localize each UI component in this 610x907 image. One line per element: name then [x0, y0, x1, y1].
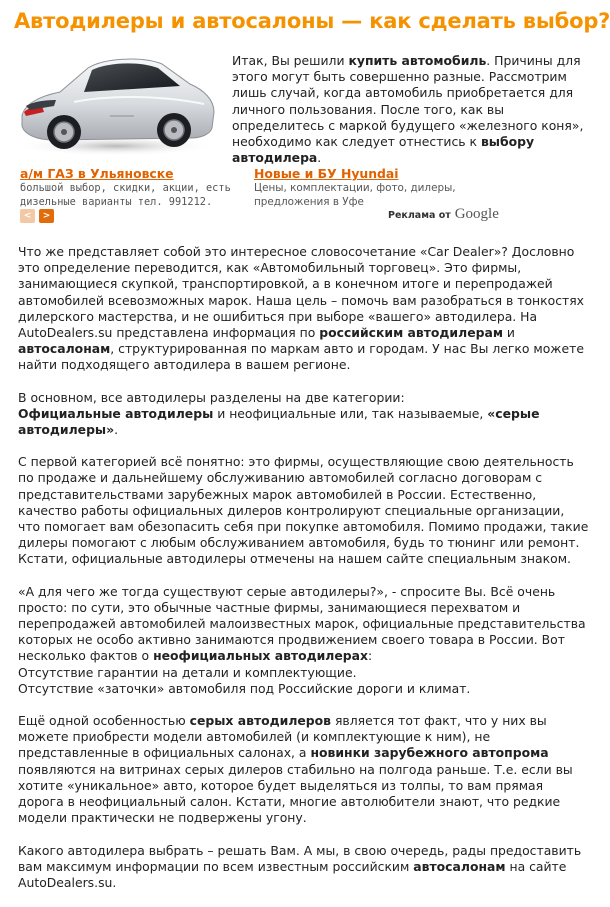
- text-run: С первой категорией всё понятно: это фирмы, осуществляющие свою деятельность по продаже и дальнейшему обслуживанию автомобилей согласно договорам с представительствами зарубежных марок автомобилей в России. Естественно, качество работы официальных дилеров контролируют специальные организации, что помогает вам обезопасить себя при покупке автомобиля. Помимо продажи, такие дилеры помогают с любым обслуживанием автомобиля, будь то тюнинг или ремонт. Кстати, официальные автодилеры отмечены на нашем сайте специальным знаком.: [18, 454, 589, 567]
- text-run: и неофициальные или, так называемые,: [213, 405, 488, 421]
- text-run: .: [114, 422, 119, 438]
- bold-text: «серые автодилеры»: [18, 405, 540, 438]
- prev-arrow-icon[interactable]: <: [20, 209, 35, 223]
- bold-text: неофициальных автодилерах: [153, 648, 369, 664]
- ads-by-label: Реклама от: [388, 210, 451, 221]
- text-run: и: [502, 325, 515, 341]
- paragraph-conclusion: [18, 843, 590, 892]
- text-run: В основном, все автодилеры разделены на две категории:: [18, 389, 405, 405]
- google-logo: Google: [454, 206, 499, 222]
- bold-text: серых автодилеров: [189, 713, 332, 729]
- text-run: :: [368, 648, 373, 664]
- text-run: Отсутствие «заточки» автомобиля под Российские дороги и климат.: [18, 680, 471, 696]
- car-image: [14, 46, 218, 158]
- text-run: . Причины для этого могут быть совершенно разные. Рассмотрим лишь случай, когда автомобиль приобретается для личного пользования. После того, как вы определитесь с маркой будущего «железного коня», необходимо как следует отнестись к: [232, 53, 584, 150]
- paragraph-intro-dealers: [18, 244, 590, 374]
- ads-by-google[interactable]: [388, 206, 498, 226]
- text-run: появляются на витринах серых дилеров стабильно на полгода раньше. Т.е. если вы хотите «уникальное» авто, которое будет выделяться из толпы, то вам прямая дорога в неофициальный салон. Кстати, многие автолюбители знают, что редкие модели практически не подвержены угону.: [18, 761, 573, 826]
- text-run: Какого автодилера выбрать – решать Вам. А мы, в свою очередь, рады предоставить вам максимум информации по всем известным российским: [18, 842, 582, 874]
- text-run: на сайте AutoDealers.su.: [18, 858, 567, 890]
- ad-gaz-title[interactable]: а/м ГАЗ в Ульяновске: [20, 166, 174, 181]
- text-run: «А для чего же тогда существуют серые автодилеры?», - спросите Вы. Всё очень просто: по сути, это обычные частные фирмы, занимающиеся перехватом и перепродажей автомобилей малоизвестных марок, официальные представительства которых не особо активно занимаются продвижением своего товара в России. Вот несколько фактов о: [18, 583, 586, 664]
- next-arrow-icon[interactable]: >: [39, 209, 54, 223]
- bold-text: выбору автодилера: [232, 134, 535, 166]
- paragraph-categories: [18, 390, 590, 439]
- bold-text: российским автодилерам: [319, 325, 503, 341]
- ad-hyundai-title[interactable]: Новые и БУ Hyundai: [254, 166, 399, 181]
- ad-gaz-text: большой выбор, скидки, акции, есть дизельные варианты тел. 991212.: [20, 182, 231, 208]
- bold-text: автосалонам: [18, 341, 111, 357]
- text-run: Итак, Вы решили: [232, 53, 349, 68]
- page-title: Автодилеры и автосалоны — как сделать выбор?: [14, 9, 610, 33]
- text-run: Отсутствие гарантии на детали и комплектующие.: [18, 664, 357, 680]
- bold-text: новинки зарубежного автопрома: [310, 745, 549, 761]
- text-run: .: [317, 150, 322, 166]
- paragraph-grey-features: [18, 713, 590, 826]
- ad-gaz[interactable]: [20, 166, 246, 209]
- text-run: , структурированная по маркам авто и городам. У нас Вы легко можете найти подходящего автодилера в вашем регионе.: [18, 341, 584, 373]
- ad-hyundai-text: Цены, комплектации, фото, дилеры, предложения в Уфе: [254, 182, 456, 208]
- bold-text: автосалонам: [413, 858, 506, 874]
- text-run: Ещё одной особенностью: [18, 713, 190, 729]
- paragraph-official: [18, 454, 590, 567]
- paragraph-grey: [18, 584, 590, 697]
- text-run: является тот факт, что у них вы можете приобрести модели автомобилей (и комплектующие к ним), не представленные в официальных салонах, а: [18, 713, 547, 761]
- ad-hyundai[interactable]: [254, 166, 480, 209]
- article-body: [18, 244, 590, 907]
- ads-nav: [20, 209, 60, 223]
- intro-text: [232, 53, 592, 166]
- bold-text: Официальные автодилеры: [18, 405, 214, 421]
- text-run: Что же представляет собой это интересное словосочетание «Car Dealer»? Дословно это определение переводится, как «Автомобильный торговец». Это фирмы, занимающиеся скупкой, транспортировкой, а в конечном итоге и перепродажей автомобилей всевозможных марок. Наша цель – помочь вам разобраться в тонкостях дилерского мастерства, и не ошибиться при выборе «вашего» автодилера. На AutoDealers.su представлена информация по: [18, 244, 585, 341]
- bold-text: купить автомобиль: [348, 53, 487, 68]
